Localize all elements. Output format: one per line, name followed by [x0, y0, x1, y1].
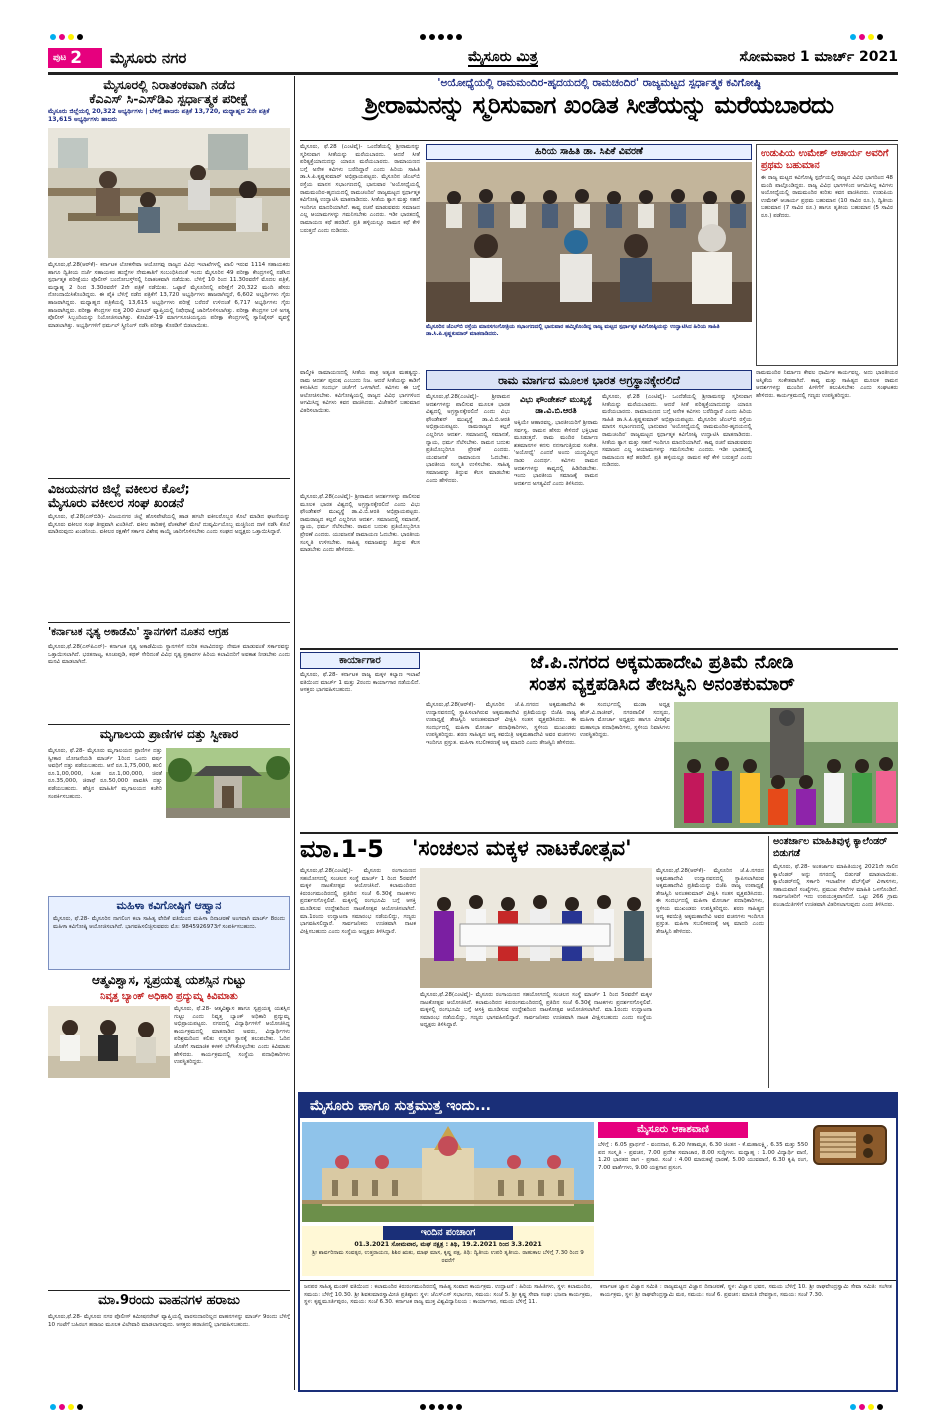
kas-stats: ಮೈಸೂರು ಜಿಲ್ಲೆಯಲ್ಲಿ 20,322 ಅಭ್ಯರ್ಥಿಗಳು | ಬೆಳಿಗ್ಗೆ ಹಾಜರು ಪತ್ರಿಕೆ 13,720, ಮಧ್ಯಾಹ್ನದ 2ನೇ ಪತ್ರಿಕೆ 13,615 ಅಭ್ಯರ್ಥಿಗಳು ಹಾಜರು: [48, 108, 270, 123]
zoo-gate-photo: [166, 748, 290, 818]
bank-officer-photo: [48, 1006, 170, 1078]
women-poetry-headline: ಮಹಿಳಾ ಕವಿಗೋಷ್ಠಿಗೆ ಆಹ್ವಾನ: [116, 899, 222, 912]
page-number-badge: [48, 48, 102, 68]
rule-4: [48, 1290, 290, 1291]
main-col1: ಮೈಸೂರು, ಫೆ.28 (ಎಂಟಿವೈ)- ಒಂದೆಡೆಯಲ್ಲಿ ಶ್ರೀರಾಮನನ್ನು ಸ್ಮರಿಸುವಾಗ ಸೀತೆಯನ್ನು ಮರೆಯಬಾರದು. ಆದರೆ ಸೀತೆ ಪರಿತ್ಯಕ್ತೆಯಾದುದನ್ನು ಯಾರೂ ಮರೆಯಬಾರದು. ರಾಮಾಯಣದ ಬಗ್ಗೆ ಅನೇಕ ಕವಿಗಳು ಬರೆದಿದ್ದಾರೆ ಎಂದು ಹಿರಿಯ ಸಾಹಿತಿ ಡಾ.ಸಿ.ಪಿ.ಕೃಷ್ಣಕುಮಾರ್ ಅಭಿಪ್ರಾಯಪಟ್ಟರು. ಮೈಸೂರಿನ ಜೆಎಲ್‌ಬಿ ರಸ್ತೆಯ ಮಾನಸ ಸಭಾಂಗಣದಲ್ಲಿ ಭಾನುವಾರ 'ಅಯೋಧ್ಯೆಯಲ್ಲಿ ರಾಮಮಂದಿರ-ಹೃದಯದಲ್ಲಿ ರಾಮಚಂದಿರ' ರಾಜ್ಯಮಟ್ಟದ ಸ್ಪರ್ಧಾತ್ಮಕ ಕವಿಗೋಷ್ಠಿ ಉದ್ಘಾಟಿಸಿ ಮಾತನಾಡಿದರು. ಸೀತೆಯ ತ್ಯಾಗ ಮತ್ತು ಸಹನೆ ಇಂದಿಗೂ ಮಾದರಿಯಾಗಿದೆ. ಕಾವ್ಯ ರಚನೆ ಮಾಡುವವರು ಸಮಾಜದ ಎಲ್ಲ ಆಯಾಮಗಳನ್ನು ಗಮನಿಸಬೇಕು ಎಂದರು. ಇಡೀ ಭಾರತದಲ್ಲಿ ರಾಮಾಯಣ ಕಥೆ ಹರಡಿದೆ. ಪ್ರತಿ ಹಳ್ಳಿಯಲ್ಲೂ ರಾಮನ ಕಥೆ ಕೇಳಿ ಬರುತ್ತದೆ ಎಂದು ನುಡಿದರು.: [300, 144, 420, 234]
panchanga-body: ಶ್ರೀ ಶಾರ್ವರಿನಾಮ ಸಂವತ್ಸರ, ಉತ್ತರಾಯಣ, ಶಿಶಿರ ಋತು, ಮಾಘ ಮಾಸ, ಕೃಷ್ಣ ಪಕ್ಷ, ತಿಥಿ: ದ್ವಿತೀಯ ಉಪರಿ ತೃತೀಯ. ರಾಹುಕಾಲ ಬೆಳಿಗ್ಗೆ 7.30 ರಿಂದ 9 ರವರೆಗೆ: [312, 1250, 584, 1264]
main-headline: ಶ್ರೀರಾಮನನ್ನು ಸ್ಮರಿಸುವಾಗ ಖಂಡಿತ ಸೀತೆಯನ್ನು ಮರೆಯಬಾರದು: [364, 91, 834, 119]
main-photo-label: ಹಿರಿಯ ಸಾಹಿತಿ ಡಾ. ಸಿಪಿಕೆ ವಿವರಣೆ: [426, 144, 752, 160]
drama-date: ಮಾ.1-5: [300, 835, 384, 863]
women-poetry-body: ಮೈಸೂರು, ಫೆ.28- ಮೈಸೂರಿನ ನಾಗಲಿಂಗ ಕಲಾ ಸಾಹಿತ್ಯ ವೇದಿಕೆ ವತಿಯಿಂದ ಮಹಿಳಾ ದಿನಾಚರಣೆ ಅಂಗವಾಗಿ ಮಾರ್ಚ್ 8ರಂದು ಮಹಿಳಾ ಕವಿಗೋಷ್ಠಿ ಆಯೋಜಿಸಲಾಗಿದೆ. ಭಾಗವಹಿಸಲಿಚ್ಛಿಸುವವರು ಮೊ: 9845926973ಗೆ ಸಂಪರ್ಕಿಸಬಹುದು.: [53, 916, 285, 930]
audience-photo: [426, 162, 752, 322]
today-box: [298, 1092, 898, 1392]
registration-marks-top-left: [50, 34, 83, 40]
rama-body-col3: ಮೈಸೂರು, ಫೆ.28 (ಎಂಟಿವೈ)- ಒಂದೆಡೆಯಲ್ಲಿ ಶ್ರೀರಾಮನನ್ನು ಸ್ಮರಿಸುವಾಗ ಸೀತೆಯನ್ನು ಮರೆಯಬಾರದು. ಆದರೆ ಸೀತೆ ಪರಿತ್ಯಕ್ತೆಯಾದುದನ್ನು ಯಾರೂ ಮರೆಯಬಾರದು. ರಾಮಾಯಣದ ಬಗ್ಗೆ ಅನೇಕ ಕವಿಗಳು ಬರೆದಿದ್ದಾರೆ ಎಂದು ಹಿರಿಯ ಸಾಹಿತಿ ಡಾ.ಸಿ.ಪಿ.ಕೃಷ್ಣಕುಮಾರ್ ಅಭಿಪ್ರಾಯಪಟ್ಟರು. ಮೈಸೂರಿನ ಜೆಎಲ್‌ಬಿ ರಸ್ತೆಯ ಮಾನಸ ಸಭಾಂಗಣದಲ್ಲಿ ಭಾನುವಾರ 'ಅಯೋಧ್ಯೆಯಲ್ಲಿ ರಾಮಮಂದಿರ-ಹೃದಯದಲ್ಲಿ ರಾಮಚಂದಿರ' ರಾಜ್ಯಮಟ್ಟದ ಸ್ಪರ್ಧಾತ್ಮಕ ಕವಿಗೋಷ್ಠಿ ಉದ್ಘಾಟಿಸಿ ಮಾತನಾಡಿದರು. ಸೀತೆಯ ತ್ಯಾಗ ಮತ್ತು ಸಹನೆ ಇಂದಿಗೂ ಮಾದರಿಯಾಗಿದೆ. ಕಾವ್ಯ ರಚನೆ ಮಾಡುವವರು ಸಮಾಜದ ಎಲ್ಲ ಆಯಾಮಗಳನ್ನು ಗಮನಿಸಬೇಕು ಎಂದರು. ಇಡೀ ಭಾರತದಲ್ಲಿ ರಾಮಾಯಣ ಕಥೆ ಹರಡಿದೆ. ಪ್ರತಿ ಹಳ್ಳಿಯಲ್ಲೂ ರಾಮನ ಕಥೆ ಕೇಳಿ ಬರುತ್ತದೆ ಎಂದು ನುಡಿದರು.: [602, 394, 752, 469]
left-column: [48, 76, 290, 1390]
registration-marks-bottom-right: [850, 1404, 883, 1410]
page-header: [48, 46, 898, 70]
palace-photo: [302, 1122, 594, 1222]
radio-body: ಬೆಳಿಗ್ಗೆ : 6.05 ಪ್ರಾರ್ಥನೆ - ವಂದನಾರ, 6.20 ಗೀತಾಮೃತ, 6.30 ಚಿಂತನ - ಕೆ.ಮಹಾಲಕ್ಷ್ಮಿ, 6.35 ಮತ್ತು 550 ಪದ ಸಂಸ್ಕೃತಿ - ಪ್ರವಚನ, 7.00 ಪ್ರದೇಶ ಸಮಾಚಾರ, 8.00 ಸುದ್ದಿಗಳು. ಮಧ್ಯಾಹ್ನ : 1.00 ವಿದ್ಯಾರ್ಥಿ ವಾಣಿ, 1.20 ಭಾರತದ ರಾಗ - ಪ್ರಸಾರ. ಸಂಜೆ : 4.00 ಮಾರುಕಟ್ಟೆ ಧಾರಣೆ, 5.00 ಯುವವಾಣಿ, 6.30 ಕೃಷಿ ರಂಗ, 7.00 ವಾರ್ತೆಗಳು, 9.00 ಯಕ್ಷಗಾನ ಪ್ರಸಂಗ.: [598, 1142, 808, 1171]
confidence-body: ಮೈಸೂರು, ಫೆ.28- ಆತ್ಮವಿಶ್ವಾಸ ಹಾಗೂ ಸ್ವಪ್ರಯತ್ನ ಯಶಸ್ಸಿನ ಗುಟ್ಟು ಎಂದು ನಿವೃತ್ತ ಬ್ಯಾಂಕ್ ಅಧಿಕಾರಿ ಪ್ರದ್ಯುಮ್ನ ಅಭಿಪ್ರಾಯಪಟ್ಟರು. ನಗರದಲ್ಲಿ ವಿದ್ಯಾರ್ಥಿಗಳಿಗೆ ಆಯೋಜಿಸಿದ್ದ ಕಾರ್ಯಕ್ರಮದಲ್ಲಿ ಮಾತನಾಡಿದ ಅವರು, ವಿದ್ಯಾರ್ಥಿಗಳು ಪರಿಶ್ರಮದಿಂದ ಕಲಿತು ಉನ್ನತ ಸ್ಥಾನಕ್ಕೆ ತಲುಪಬೇಕು. ಓದಿನ ಜೊತೆಗೆ ಸಾಮಾಜಿಕ ಕಳಕಳಿ ಬೆಳೆಸಿಕೊಳ್ಳಬೇಕು ಎಂದು ಕಿವಿಮಾತು ಹೇಳಿದರು. ಕಾರ್ಯಕ್ರಮದಲ್ಲಿ ಸಂಸ್ಥೆಯ ಪದಾಧಿಕಾರಿಗಳು ಉಪಸ್ಥಿತರಿದ್ದರು.: [174, 1006, 290, 1066]
vehicle-headline: ಮಾ.9ರಂದು ವಾಹನಗಳ ಹರಾಜು: [98, 1293, 240, 1308]
vehicle-body: ಮೈಸೂರು,ಫೆ.28- ಮೈಸೂರು ನಗರ ಪೊಲೀಸ್ ಕಮೀಷನರೇಟ್ ವ್ಯಾಪ್ತಿಯಲ್ಲಿ ವಾರಸುದಾರರಿಲ್ಲದ ವಾಹನಗಳನ್ನು ಮಾರ್ಚ್ 9ರಂದು ಬೆಳಿಗ್ಗೆ 10 ಗಂಟೆಗೆ ಬಹಿರಂಗ ಹರಾಜು ಮೂಲಕ ವಿಲೇವಾರಿ ಮಾಡಲಾಗುವುದು. ಆಸಕ್ತರು ಹರಾಜಿನಲ್ಲಿ ಭಾಗವಹಿಸಬಹುದು.: [48, 1314, 290, 1328]
today-inner-rule: [300, 1280, 896, 1281]
akka-bottom-rule: [300, 832, 898, 834]
panchanga-headline: ಇಂದಿನ ಪಂಚಾಂಗ: [383, 1226, 513, 1240]
today-heading: ಮೈಸೂರು ಹಾಗೂ ಸುತ್ತಮುತ್ತ ಇಂದು...: [300, 1094, 896, 1118]
events-right: ಕರ್ನಾಟಕ ಜ್ಞಾನ ವಿಜ್ಞಾನ ಸಮಿತಿ : ರಾಜ್ಯಮಟ್ಟದ ವಿಜ್ಞಾನ ದಿನಾಚರಣೆ, ಸ್ಥಳ: ವಿಜ್ಞಾನ ಭವನ, ಸಮಯ ಬೆಳಿಗ್ಗೆ 10. ಶ್ರೀ ರಾಘವೇಂದ್ರಸ್ವಾಮಿ ಸೇವಾ ಸಮಿತಿ: ಸಂಗೀತ ಕಾರ್ಯಕ್ರಮ, ಸ್ಥಳ: ಶ್ರೀ ರಾಘವೇಂದ್ರಸ್ವಾಮಿ ಮಠ, ಸಮಯ: ಸಂಜೆ 6. ಪ್ರವಚನ: ಮಾರುತಿ ದೇವಸ್ಥಾನ, ಸಮಯ: ಸಂಜೆ 7.30.: [600, 1284, 892, 1298]
calendar-box: [768, 836, 898, 1088]
section-name: ಮೈಸೂರು ನಗರ: [110, 49, 187, 67]
winner-headline: ಉಡುಪಿಯ ಉಮೇಶ್ ಆಚಾರ್ಯ ಅವರಿಗೆ ಪ್ರಥಮ ಬಹುಮಾನ: [761, 148, 889, 171]
lawyer-body: ಮೈಸೂರು, ಫೆ.28(ಎಸ್‌ಬಿಡಿ)- ವಿಜಯನಗರ ಜಿಲ್ಲೆ ಹೊಸಪೇಟೆಯಲ್ಲಿ ಹಾಡ ಹಗಲೇ ವಕೀಲರೊಬ್ಬರ ಕೊಲೆ ಮಾಡಿದ ಘಟನೆಯನ್ನು ಮೈಸೂರು ವಕೀಲರ ಸಂಘ ತೀವ್ರವಾಗಿ ಖಂಡಿಸಿದೆ. ವಕೀಲ ತಾರಿಹಳ್ಳಿ ವೆಂಕಟೇಶ್ ಮೇಲೆ ದುಷ್ಕರ್ಮಿಯೊಬ್ಬ ಮಚ್ಚಿನಿಂದ ದಾಳಿ ನಡೆಸಿ ಕೊಲೆ ಮಾಡಿರುವುದು ಖಂಡನೀಯ. ವಕೀಲರ ರಕ್ಷಣೆಗೆ ಸರ್ಕಾರ ವಿಶೇಷ ಕಾಯ್ದೆ ಜಾರಿಗೊಳಿಸಬೇಕು ಎಂದು ಸಂಘದ ಅಧ್ಯಕ್ಷರು ಒತ್ತಾಯಿಸಿದ್ದಾರೆ.: [48, 514, 290, 536]
dance-headline: 'ಕರ್ನಾಟಕ ನೃತ್ಯ ಅಕಾಡೆಮಿ' ಸ್ಥಾನಗಳಿಗೆ ನೂತನ ಆಗ್ರಹ: [48, 626, 229, 638]
registration-marks-top-right: [850, 34, 883, 40]
confidence-headline: ಆತ್ಮವಿಶ್ವಾಸ, ಸ್ವಪ್ರಯತ್ನ ಯಶಸ್ಸಿನ ಗುಟ್ಟು: [91, 973, 247, 987]
rama-body-col2: ಅಕ್ಕಿಯೇ ಆಹಾರವಲ್ಲ, ಭಾರತೀಯರಿಗೆ ಶ್ರೀರಾಮ ಸರ್ವಸ್ವ. ರಾಮನ ಹೆಸರು ಕೇಳಿದರೆ ಭಕ್ತಿಭಾವ ಮೂಡುತ್ತದೆ. ರಾಮ ಮಂದಿರ ನಿರ್ಮಾಣ ಶತಮಾನಗಳ ಕನಸು ನನಸಾಗುತ್ತಿರುವ ಸಂಕೇತ. 'ಅಯೋಧ್ಯೆ' ಎಂದರೆ ಅಂದು ಯುದ್ಧವಿಲ್ಲದ ನಾಡು ಎಂದರ್ಥ. ಕವಿಗಳು ರಾಮನ ಆದರ್ಶಗಳನ್ನು ಕಾವ್ಯದಲ್ಲಿ ಹಿಡಿದಿಡಬೇಕು. ಇಂದು ಭಾರತೀಯ ಸಮಾಜಕ್ಕೆ ರಾಮನ ಆದರ್ಶದ ಅಗತ್ಯವಿದೆ ಎಂದು ತಿಳಿಸಿದರು.: [514, 420, 598, 487]
lawyer-headline: ವಿಜಯನಗರ ಜಿಲ್ಲೆ ವಕೀಲರ ಕೊಲೆ; ಮೈಸೂರು ವಕೀಲರ ಸಂಘ ಖಂಡನೆ: [48, 481, 190, 511]
akka-body: ಮೈಸೂರು,ಫೆ.28(ಆರ್‌ಕೆ)- ಮೈಸೂರಿನ ಜೆ.ಪಿ.ನಗರದ ಅಕ್ಕಮಹಾದೇವಿ ಉದ್ಯಾನವನದಲ್ಲಿ ಸ್ಥಾಪಿಸಲಾಗಿರುವ ಅಕ್ಕಮಹಾದೇವಿ ಪ್ರತಿಮೆಯನ್ನು ಬಿಜೆಪಿ ರಾಜ್ಯ ಉಪಾಧ್ಯಕ್ಷೆ ತೇಜಸ್ವಿನಿ ಅನಂತಕುಮಾರ್ ವೀಕ್ಷಿಸಿ ಸಂತಸ ವ್ಯಕ್ತಪಡಿಸಿದರು. ಈ ಸಂದರ್ಭದಲ್ಲಿ ಮಹಿಳಾ ಮೋರ್ಚಾ ಪದಾಧಿಕಾರಿಗಳು, ಸ್ಥಳೀಯ ಮುಖಂಡರು ಉಪಸ್ಥಿತರಿದ್ದರು. ಶರಣ ಸಾಹಿತ್ಯದ ಆದ್ಯ ಕವಯಿತ್ರಿ ಅಕ್ಕಮಹಾದೇವಿ ಅವರ ವಚನಗಳು ಇಂದಿಗೂ ಪ್ರಸ್ತುತ. ಮಹಿಳಾ ಸಬಲೀಕರಣಕ್ಕೆ ಅಕ್ಕ ಮಾದರಿ ಎಂದು ತೇಜಸ್ವಿನಿ ಹೇಳಿದರು.: [426, 702, 576, 746]
panchanga-date-line: 01.3.2021 ಸೋಮವಾರ, ಮಘ ನಕ್ಷತ್ರ : ತಿಥಿ, 19.2.2021 ರಿಂದ 3.3.2021: [354, 1241, 542, 1248]
rule-3: [48, 724, 290, 725]
registration-marks-bottom-center: [420, 1404, 462, 1410]
header-rule: [48, 72, 898, 75]
kas-body: ಮೈಸೂರು,ಫೆ.28(ಆರ್‌ಕೆ)- ಕರ್ನಾಟಕ ಲೋಕಸೇವಾ ಆಯೋಗವು ರಾಜ್ಯದ ವಿವಿಧ ಇಲಾಖೆಗಳಲ್ಲಿ ಖಾಲಿ ಇರುವ 1114 ಸಹಾಯಕರು ಹಾಗೂ ದ್ವಿತೀಯ ದರ್ಜೆ ಸಹಾಯಕರ ಹುದ್ದೆಗಳ ನೇಮಕಾತಿಗೆ ಸಂಬಂಧಿಸಿದಂತೆ ಇಂದು ಮೈಸೂರಿನ 49 ಪರೀಕ್ಷಾ ಕೇಂದ್ರಗಳಲ್ಲಿ ನಡೆಸಿದ ಸ್ಪರ್ಧಾತ್ಮಕ ಪರೀಕ್ಷೆಯು ಪೊಲೀಸ್ ಬಂದೋಬಸ್ತ್‌ನಲ್ಲಿ ನಿರಾತಂಕವಾಗಿ ನಡೆಯಿತು. ಬೆಳಿಗ್ಗೆ 10 ರಿಂದ 11.30ರವರೆಗೆ ಮೊದಲ ಪತ್ರಿಕೆ, ಮಧ್ಯಾಹ್ನ 2 ರಿಂದ 3.30ರವರೆಗೆ 2ನೇ ಪತ್ರಿಕೆ ನಡೆಯಿತು. ಒಟ್ಟಾರೆ ಮೈಸೂರಿನಲ್ಲಿ ಪರೀಕ್ಷೆಗೆ 20,322 ಮಂದಿ ಹೆಸರು ನೋಂದಾಯಿಸಿಕೊಂಡಿದ್ದರು. ಈ ಪೈಕಿ ಬೆಳಿಗ್ಗೆ ನಡೆದ ಪತ್ರಿಕೆಗೆ 13,720 ಅಭ್ಯರ್ಥಿಗಳು ಹಾಜರಾಗಿದ್ದರೆ, 6,602 ಅಭ್ಯರ್ಥಿಗಳು ಗೈರು ಹಾಜರಾಗಿದ್ದರು. ಮಧ್ಯಾಹ್ನದ ಪತ್ರಿಕೆಯಲ್ಲಿ 13,615 ಅಭ್ಯರ್ಥಿಗಳು ಪರೀಕ್ಷೆ ಬರೆದರೆ ಉಳಿದಂತೆ 6,717 ಅಭ್ಯರ್ಥಿಗಳು ಗೈರು ಹಾಜರಾಗಿದ್ದರು. ಪರೀಕ್ಷಾ ಕೇಂದ್ರಗಳ ಸುತ್ತ 200 ಮೀಟರ್ ವ್ಯಾಪ್ತಿಯಲ್ಲಿ ನಿಷೇಧಾಜ್ಞೆ ಜಾರಿಗೊಳಿಸಲಾಗಿತ್ತು. ಪರೀಕ್ಷಾ ಕೇಂದ್ರಗಳ ಬಳಿ ಅಗತ್ಯ ಪೊಲೀಸ್ ಸಿಬ್ಬಂದಿಯನ್ನು ನಿಯೋಜಿಸಲಾಗಿತ್ತು. ಕೋವಿಡ್-19 ಮಾರ್ಗಸೂಚಿಯನ್ವಯ ಪರೀಕ್ಷಾ ಕೇಂದ್ರಗಳಲ್ಲಿ ಸ್ಯಾನಿಟೈಸರ್ ವ್ಯವಸ್ಥೆ ಮಾಡಲಾಗಿತ್ತು. ಅಭ್ಯರ್ಥಿಗಳಿಗೆ ಥರ್ಮಲ್ ಸ್ಕ್ರೀನಿಂಗ್ ನಡೆಸಿ ಪರೀಕ್ಷಾ ಕೊಠಡಿಗೆ ಬಿಡಲಾಯಿತು.: [48, 262, 290, 329]
workshop-tag-label: ಕಾರ್ಯಾಗಾರ: [300, 652, 420, 669]
women-poetry-box: [48, 896, 290, 970]
rule-1: [48, 478, 290, 479]
radio-headline: ಮೈಸೂರು ಆಕಾಶವಾಣಿ: [598, 1122, 748, 1138]
drama-release-photo: [420, 868, 652, 988]
rama-headline: ರಾಮ ಮಾರ್ಗದ ಮೂಲಕ ಭಾರತ ಅಗ್ರಸ್ಥಾನಕ್ಕೇರಲಿದೆ: [426, 370, 752, 390]
masthead: ಮೈಸೂರು ಮಿತ್ರ: [468, 49, 538, 65]
drama-body-3: ಮೈಸೂರು,ಫೆ.28(ಆರ್‌ಕೆ)- ಮೈಸೂರಿನ ಜೆ.ಪಿ.ನಗರದ ಅಕ್ಕಮಹಾದೇವಿ ಉದ್ಯಾನವನದಲ್ಲಿ ಸ್ಥಾಪಿಸಲಾಗಿರುವ ಅಕ್ಕಮಹಾದೇವಿ ಪ್ರತಿಮೆಯನ್ನು ಬಿಜೆಪಿ ರಾಜ್ಯ ಉಪಾಧ್ಯಕ್ಷೆ ತೇಜಸ್ವಿನಿ ಅನಂತಕುಮಾರ್ ವೀಕ್ಷಿಸಿ ಸಂತಸ ವ್ಯಕ್ತಪಡಿಸಿದರು. ಈ ಸಂದರ್ಭದಲ್ಲಿ ಮಹಿಳಾ ಮೋರ್ಚಾ ಪದಾಧಿಕಾರಿಗಳು, ಸ್ಥಳೀಯ ಮುಖಂಡರು ಉಪಸ್ಥಿತರಿದ್ದರು. ಶರಣ ಸಾಹಿತ್ಯದ ಆದ್ಯ ಕವಯಿತ್ರಿ ಅಕ್ಕಮಹಾದೇವಿ ಅವರ ವಚನಗಳು ಇಂದಿಗೂ ಪ್ರಸ್ತುತ. ಮಹಿಳಾ ಸಬಲೀಕರಣಕ್ಕೆ ಅಕ್ಕ ಮಾದರಿ ಎಂದು ತೇಜಸ್ವಿನಿ ಹೇಳಿದರು.: [656, 868, 764, 935]
drama-body: ಮೈಸೂರು,ಫೆ.28(ಎಂಟಿವೈ)- ಮೈಸೂರು ರಂಗಾಯಣದ ಸಹಯೋಗದಲ್ಲಿ ಸಂಚಲನ ಸಂಸ್ಥೆ ಮಾರ್ಚ್ 1 ರಿಂದ 5ರವರೆಗೆ ಮಕ್ಕಳ ನಾಟಕೋತ್ಸವ ಆಯೋಜಿಸಿದೆ. ಕಲಾಮಂದಿರದ ಕಿರುರಂಗಮಂದಿರದಲ್ಲಿ ಪ್ರತಿದಿನ ಸಂಜೆ 6.30ಕ್ಕೆ ನಾಟಕಗಳು ಪ್ರದರ್ಶನಗೊಳ್ಳಲಿವೆ. ಮಕ್ಕಳಲ್ಲಿ ರಂಗಭೂಮಿ ಬಗ್ಗೆ ಆಸಕ್ತಿ ಮೂಡಿಸುವ ಉದ್ದೇಶದಿಂದ ನಾಟಕೋತ್ಸವ ಆಯೋಜಿಸಲಾಗಿದೆ. ಮಾ.1ರಂದು ಉದ್ಘಾಟನಾ ಸಮಾರಂಭ ನಡೆಯಲಿದ್ದು, ಗಣ್ಯರು ಭಾಗವಹಿಸಲಿದ್ದಾರೆ. ಸಾರ್ವಜನಿಕರು ಉಚಿತವಾಗಿ ನಾಟಕ ವೀಕ್ಷಿಸಬಹುದು ಎಂದು ಸಂಸ್ಥೆಯ ಅಧ್ಯಕ್ಷರು ತಿಳಿಸಿದ್ದಾರೆ.: [300, 868, 416, 935]
calendar-headline: ಅಂತರ್ಜಾಲ ಮಾಹಿತಿವುಳ್ಳ ಕ್ಯಾಲೆಂಡರ್ ಬಿಡುಗಡೆ: [773, 836, 888, 859]
main-bottom-rule: [300, 648, 898, 650]
main-col2: ವಾಲ್ಮೀಕಿ ರಾಮಾಯಣದಲ್ಲಿ ಸೀತೆಯ ಪಾತ್ರ ಅತ್ಯಂತ ಮಹತ್ವದ್ದು. ರಾಮ ಆದರ್ಶ ಪುರುಷ ಎಂಬುದು ನಿಜ. ಆದರೆ ಸೀತೆಯನ್ನು ಕಾಡಿಗೆ ಕಳುಹಿಸಿದ ಸಂದರ್ಭ ಚರ್ಚೆಗೆ ಒಳಗಾಗಿದೆ. ಕವಿಗಳು ಈ ಬಗ್ಗೆ ಆಲೋಚಿಸಬೇಕು. ಕವಿಗೋಷ್ಠಿಯಲ್ಲಿ ರಾಜ್ಯದ ವಿವಿಧ ಭಾಗಗಳಿಂದ ಆಗಮಿಸಿದ್ದ ಕವಿಗಳು ಕವನ ವಾಚಿಸಿದರು. ವಿಜೇತರಿಗೆ ಬಹುಮಾನ ವಿತರಿಸಲಾಯಿತು.: [300, 370, 420, 414]
zoo-body: ಮೈಸೂರು, ಫೆ.28- ಮೈಸೂರು ಮೃಗಾಲಯದ ಪ್ರಾಣಿಗಳ ದತ್ತು ಸ್ವೀಕಾರ ಯೋಜನೆಯಡಿ ಮಾರ್ಚ್ 1ರಿಂದ ಒಂದು ವರ್ಷ ಅವಧಿಗೆ ದತ್ತು ಪಡೆಯಬಹುದು. ಆನೆ ರೂ.1,75,000, ಹುಲಿ ರೂ.1,00,000, ಸಿಂಹ ರೂ.1,00,000, ಚಿರತೆ ರೂ.35,000, ಜಿರಾಫೆ ರೂ.50,000 ಪಾವತಿಸಿ ದತ್ತು ಪಡೆಯಬಹುದು. ಹೆಚ್ಚಿನ ಮಾಹಿತಿಗೆ ಮೃಗಾಲಯದ ಕಚೇರಿ ಸಂಪರ್ಕಿಸಬಹುದು.: [48, 748, 162, 800]
dance-body: ಮೈಸೂರು,ಫೆ.28(ಎಸ್‌ಪಿಎನ್)- ಕರ್ನಾಟಕ ನೃತ್ಯ ಅಕಾಡೆಮಿಯ ಸ್ಥಾನಗಳಿಗೆ ನುರಿತ ಕಲಾವಿದರನ್ನು ನೇಮಕ ಮಾಡುವಂತೆ ಸರ್ಕಾರವನ್ನು ಒತ್ತಾಯಿಸಲಾಗಿದೆ. ಭರತನಾಟ್ಯ, ಕೂಚುಪುಡಿ, ಕಥಕ್ ಸೇರಿದಂತೆ ವಿವಿಧ ನೃತ್ಯ ಪ್ರಕಾರಗಳ ಹಿರಿಯ ಕಲಾವಿದರಿಗೆ ಅವಕಾಶ ನೀಡಬೇಕು ಎಂದು ಮನವಿ ಮಾಡಲಾಗಿದೆ.: [48, 644, 290, 666]
workshop-body: ಮೈಸೂರು, ಫೆ.28- ಕರ್ನಾಟಕ ರಾಜ್ಯ ಮಕ್ಕಳ ಕಲ್ಯಾಣ ಇಲಾಖೆ ವತಿಯಿಂದ ಮಾರ್ಚ್ 1 ಮತ್ತು 2ರಂದು ಕಾರ್ಯಾಗಾರ ನಡೆಯಲಿದೆ. ಆಸಕ್ತರು ಭಾಗವಹಿಸಬಹುದು.: [300, 672, 420, 694]
main-photo-caption: ಮೈಸೂರಿನ ಜೆಎಲ್‌ಬಿ ರಸ್ತೆಯ ಮಾನಸಗಂಗೋತ್ರಿಯ ಸಭಾಂಗಣದಲ್ಲಿ ಭಾನುವಾರ ಹಮ್ಮಿಕೊಂಡಿದ್ದ ರಾಜ್ಯ ಮಟ್ಟದ ಸ್ಪರ್ಧಾತ್ಮಕ ಕವಿಗೋಷ್ಠಿಯನ್ನು ಉದ್ಘಾಟಿಸಿದ ಹಿರಿಯ ಸಾಹಿತಿ ಡಾ.ಸಿ.ಪಿ.ಕೃಷ್ಣಕುಮಾರ್ ಮಾತನಾಡಿದರು.: [426, 324, 720, 337]
panchanga-section: [302, 1226, 594, 1276]
winner-body-cont: ರಾಮಮಂದಿರ ನಿರ್ಮಾಣ ಕೇವಲ ಧಾರ್ಮಿಕ ಕಾರ್ಯವಲ್ಲ. ಅದು ಭಾರತೀಯರ ಅಸ್ಮಿತೆಯ ಸಂಕೇತವಾಗಿದೆ. ಕಾವ್ಯ ಮತ್ತು ಸಾಹಿತ್ಯದ ಮೂಲಕ ರಾಮನ ಆದರ್ಶಗಳನ್ನು ಮುಂದಿನ ಪೀಳಿಗೆಗೆ ತಲುಪಿಸಬೇಕು ಎಂದು ಸಂಘಟಕರು ಹೇಳಿದರು. ಕಾರ್ಯಕ್ರಮದಲ್ಲಿ ಗಣ್ಯರು ಉಪಸ್ಥಿತರಿದ್ದರು.: [756, 370, 898, 399]
winner-body: ಈ ರಾಜ್ಯ ಮಟ್ಟದ ಕವಿಗೋಷ್ಠಿ ಸ್ಪರ್ಧೆಯಲ್ಲಿ ರಾಜ್ಯದ ವಿವಿಧ ಭಾಗದಿಂದ 48 ಮಂದಿ ಪಾಲ್ಗೊಂಡಿದ್ದರು. ರಾಜ್ಯ ವಿವಿಧ ಭಾಗಗಳಿಂದ ಆಗಮಿಸಿದ್ದ ಕವಿಗಳು ಅಯೋಧ್ಯೆಯಲ್ಲಿ ರಾಮಮಂದಿರ ಕುರಿತು ಕವನ ವಾಚಿಸಿದರು. ಉಡುಪಿಯ ಉಮೇಶ್ ಆಚಾರ್ಯ ಪ್ರಥಮ ಬಹುಮಾನ (10 ಸಾವಿರ ರೂ.), ದ್ವಿತೀಯ ಬಹುಮಾನ (7 ಸಾವಿರ ರೂ.) ಹಾಗೂ ತೃತೀಯ ಬಹುಮಾನ (5 ಸಾವಿರ ರೂ.) ಪಡೆದರು.: [761, 175, 893, 219]
zoo-headline: ಮೃಗಾಲಯ ಪ್ರಾಣಿಗಳ ದತ್ತು ಸ್ವೀಕಾರ: [99, 727, 239, 741]
page-number: 2: [70, 48, 83, 68]
rule-2: [48, 622, 290, 623]
events-left: ಜನಪರ ಸಾಹಿತ್ಯ ಮಂಡಳಿ ವತಿಯಿಂದ : ಕಲಾಮಂದಿರ ಕಿರುರಂಗಮಂದಿರದಲ್ಲಿ ಸಾಹಿತ್ಯ ಸಂವಾದ ಕಾರ್ಯಕ್ರಮ. ಉದ್ಘಾಟನೆ : ಹಿರಿಯ ಸಾಹಿತಿಗಳು, ಸ್ಥಳ: ಕಲಾಮಂದಿರ, ಸಮಯ: ಬೆಳಿಗ್ಗೆ 10.30. ಶ್ರೀ ಶಿವಕುಮಾರಸ್ವಾಮೀಜಿ ಪ್ರತಿಷ್ಠಾನ: ಸ್ಥಳ: ಜೆಎಸ್‌ಎಸ್ ಸಭಾಂಗಣ, ಸಮಯ: ಸಂಜೆ 5. ಶ್ರೀ ಕೃಷ್ಣ ಸೇವಾ ಸಂಘ: ಭಜನಾ ಕಾರ್ಯಕ್ರಮ, ಸ್ಥಳ: ಕೃಷ್ಣಮೂರ್ತಿಪುರಂ, ಸಮಯ: ಸಂಜೆ 6.30. ಕರ್ನಾಟಕ ರಾಜ್ಯ ಮುಕ್ತ ವಿಶ್ವವಿದ್ಯಾನಿಲಯ : ಕಾರ್ಯಾಗಾರ, ಸಮಯ ಬೆಳಿಗ್ಗೆ 11.: [304, 1284, 592, 1306]
radio-section: [598, 1122, 894, 1276]
page-date: ಸೋಮವಾರ 1 ಮಾರ್ಚ್ 2021: [739, 49, 898, 65]
kas-headline: ಮೈಸೂರಲ್ಲಿ ನಿರಾತಂಕವಾಗಿ ನಡೆದ ಕೆಎಎಸ್ ಸಿ-ಎಸ್‌ಡಿಎ ಸ್ಪರ್ಧಾತ್ಮಕ ಪರೀಕ್ಷೆ: [89, 77, 249, 107]
calendar-body: ಮೈಸೂರು, ಫೆ.28- ಅಂತರ್ಜಾಲ ಮಾಹಿತಿಯುಳ್ಳ 2021ನೇ ಸಾಲಿನ ಕ್ಯಾಲೆಂಡರ್ ಅನ್ನು ನಗರದಲ್ಲಿ ಬಿಡುಗಡೆ ಮಾಡಲಾಯಿತು. ಕ್ಯಾಲೆಂಡರ್‌ನಲ್ಲಿ ಸರ್ಕಾರಿ ಇಲಾಖೆಗಳ ವೆಬ್‌ಸೈಟ್ ವಿಳಾಸಗಳು, ಸಹಾಯವಾಣಿ ಸಂಖ್ಯೆಗಳು, ಪ್ರಮುಖ ಸೇವೆಗಳ ಮಾಹಿತಿ ಒಳಗೊಂಡಿದೆ. ಸಾರ್ವಜನಿಕರಿಗೆ ಇದು ಉಪಯುಕ್ತವಾಗಲಿದೆ. ಒಟ್ಟು 266 ಗ್ರಾಮ ಪಂಚಾಯಿತಿಗಳಿಗೆ ಉಚಿತವಾಗಿ ವಿತರಿಸಲಾಗುವುದು ಎಂದು ತಿಳಿಸಿದರು.: [773, 864, 898, 908]
akka-body-2: ಈ ಸಂದರ್ಭದಲ್ಲಿ ಮುಡಾ ಅಧ್ಯಕ್ಷ ಹೆಚ್.ವಿ.ರಾಜೀವ್, ನಗರಪಾಲಿಕೆ ಸದಸ್ಯರು, ಮಹಿಳಾ ಮೋರ್ಚಾ ಅಧ್ಯಕ್ಷರು ಹಾಗೂ ವೀರಶೈವ ಮಹಾಸಭಾ ಪದಾಧಿಕಾರಿಗಳು, ಸ್ಥಳೀಯ ನಿವಾಸಿಗಳು ಉಪಸ್ಥಿತರಿದ್ದರು.: [580, 702, 670, 739]
main-headline-rule: [300, 140, 898, 141]
akka-statue-photo: [674, 702, 898, 828]
winner-box: [756, 144, 898, 366]
column-divider: [294, 76, 295, 1390]
drama-body-2: ಮೈಸೂರು,ಫೆ.28(ಎಂಟಿವೈ)- ಮೈಸೂರು ರಂಗಾಯಣದ ಸಹಯೋಗದಲ್ಲಿ ಸಂಚಲನ ಸಂಸ್ಥೆ ಮಾರ್ಚ್ 1 ರಿಂದ 5ರವರೆಗೆ ಮಕ್ಕಳ ನಾಟಕೋತ್ಸವ ಆಯೋಜಿಸಿದೆ. ಕಲಾಮಂದಿರದ ಕಿರುರಂಗಮಂದಿರದಲ್ಲಿ ಪ್ರತಿದಿನ ಸಂಜೆ 6.30ಕ್ಕೆ ನಾಟಕಗಳು ಪ್ರದರ್ಶನಗೊಳ್ಳಲಿವೆ. ಮಕ್ಕಳಲ್ಲಿ ರಂಗಭೂಮಿ ಬಗ್ಗೆ ಆಸಕ್ತಿ ಮೂಡಿಸುವ ಉದ್ದೇಶದಿಂದ ನಾಟಕೋತ್ಸವ ಆಯೋಜಿಸಲಾಗಿದೆ. ಮಾ.1ರಂದು ಉದ್ಘಾಟನಾ ಸಮಾರಂಭ ನಡೆಯಲಿದ್ದು, ಗಣ್ಯರು ಭಾಗವಹಿಸಲಿದ್ದಾರೆ. ಸಾರ್ವಜನಿಕರು ಉಚಿತವಾಗಿ ನಾಟಕ ವೀಕ್ಷಿಸಬಹುದು ಎಂದು ಸಂಸ್ಥೆಯ ಅಧ್ಯಕ್ಷರು ತಿಳಿಸಿದ್ದಾರೆ.: [420, 992, 652, 1029]
confidence-subhead: ನಿವೃತ್ತ ಬ್ಯಾಂಕ್ ಅಧಿಕಾರಿ ಪ್ರದ್ಯುಮ್ನ ಕಿವಿಮಾತು: [100, 991, 238, 1002]
main-kicker: 'ಅಯೋಧ್ಯೆಯಲ್ಲಿ ರಾಮಮಂದಿರ-ಹೃದಯದಲ್ಲಿ ರಾಮಚಂದಿರ' ರಾಜ್ಯಮಟ್ಟದ ಸ್ಪರ್ಧಾತ್ಮಕ ಕವಿಗೋಷ್ಠಿ: [437, 77, 761, 89]
exam-hall-photo: [48, 128, 290, 258]
page-label: ಪುಟ: [53, 53, 67, 63]
registration-marks-bottom-left: [50, 1404, 83, 1410]
akka-headline: ಜೆ.ಪಿ.ನಗರದ ಅಕ್ಕಮಹಾದೇವಿ ಪ್ರತಿಮೆ ನೋಡಿ ಸಂತಸ ವ್ಯಕ್ತಪಡಿಸಿದ ತೇಜಸ್ವಿನಿ ಅನಂತಕುಮಾರ್: [529, 652, 795, 695]
workshop-tag: [300, 652, 420, 828]
drama-headline: 'ಸಂಚಲನ ಮಕ್ಕಳ ನಾಟಕೋತ್ಸವ': [412, 836, 632, 860]
rama-subhead: ವಿಭು ಫೌಂಡೇಶನ್ ಮುಖ್ಯಸ್ಥೆ ಡಾ.ವಿ.ಬಿ.ಆರತಿ: [520, 395, 592, 415]
main-col1-cont: ಮೈಸೂರು,ಫೆ.28(ಎಂಟಿವೈ)- ಶ್ರೀರಾಮನ ಆದರ್ಶಗಳನ್ನು ಪಾಲಿಸುವ ಮೂಲಕ ಭಾರತ ವಿಶ್ವದಲ್ಲಿ ಅಗ್ರಸ್ಥಾನಕ್ಕೇರಲಿದೆ ಎಂದು ವಿಭು ಫೌಂಡೇಶನ್ ಮುಖ್ಯಸ್ಥೆ ಡಾ.ವಿ.ಬಿ.ಆರತಿ ಅಭಿಪ್ರಾಯಪಟ್ಟರು. ರಾಮರಾಜ್ಯದ ಕಲ್ಪನೆ ಎಲ್ಲರಿಗೂ ಆದರ್ಶ. ಸಮಾಜದಲ್ಲಿ ಸಮಾನತೆ, ನ್ಯಾಯ, ಧರ್ಮ ನೆಲೆಸಬೇಕು. ರಾಮನ ಬದುಕು ಪ್ರತಿಯೊಬ್ಬರಿಗೂ ಪ್ರೇರಣೆ ಎಂದರು. ಯುವಜನತೆ ರಾಮಾಯಣ ಓದಬೇಕು. ಭಾರತೀಯ ಸಂಸ್ಕೃತಿ ಉಳಿಸಬೇಕು. ಸಾಹಿತ್ಯ ಸಮಾಜವನ್ನು ತಿದ್ದುವ ಕೆಲಸ ಮಾಡಬೇಕು ಎಂದು ಹೇಳಿದರು.: [300, 494, 420, 554]
radio-icon: [812, 1122, 888, 1166]
registration-marks-top-center: [420, 34, 462, 40]
rama-body-col1: ಮೈಸೂರು,ಫೆ.28(ಎಂಟಿವೈ)- ಶ್ರೀರಾಮನ ಆದರ್ಶಗಳನ್ನು ಪಾಲಿಸುವ ಮೂಲಕ ಭಾರತ ವಿಶ್ವದಲ್ಲಿ ಅಗ್ರಸ್ಥಾನಕ್ಕೇರಲಿದೆ ಎಂದು ವಿಭು ಫೌಂಡೇಶನ್ ಮುಖ್ಯಸ್ಥೆ ಡಾ.ವಿ.ಬಿ.ಆರತಿ ಅಭಿಪ್ರಾಯಪಟ್ಟರು. ರಾಮರಾಜ್ಯದ ಕಲ್ಪನೆ ಎಲ್ಲರಿಗೂ ಆದರ್ಶ. ಸಮಾಜದಲ್ಲಿ ಸಮಾನತೆ, ನ್ಯಾಯ, ಧರ್ಮ ನೆಲೆಸಬೇಕು. ರಾಮನ ಬದುಕು ಪ್ರತಿಯೊಬ್ಬರಿಗೂ ಪ್ರೇರಣೆ ಎಂದರು. ಯುವಜನತೆ ರಾಮಾಯಣ ಓದಬೇಕು. ಭಾರತೀಯ ಸಂಸ್ಕೃತಿ ಉಳಿಸಬೇಕು. ಸಾಹಿತ್ಯ ಸಮಾಜವನ್ನು ತಿದ್ದುವ ಕೆಲಸ ಮಾಡಬೇಕು ಎಂದು ಹೇಳಿದರು.: [426, 394, 510, 484]
